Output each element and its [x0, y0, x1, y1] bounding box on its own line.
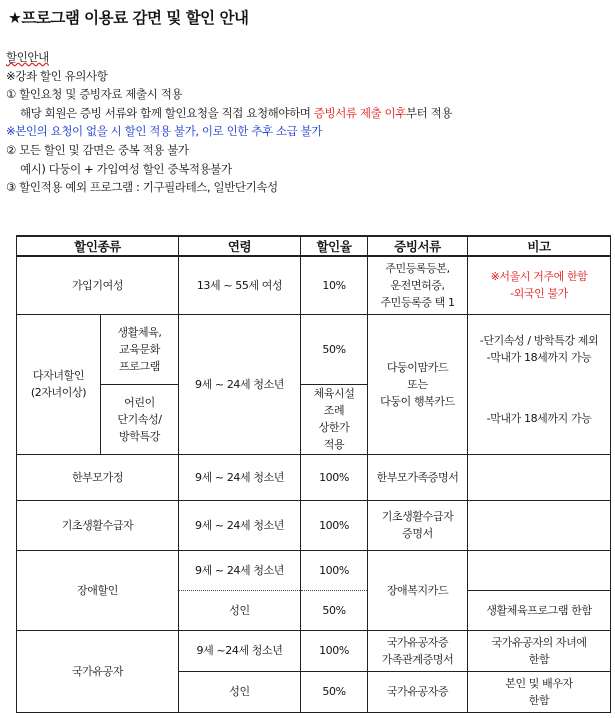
- cell-rate: [301, 384, 368, 454]
- cell-age: 9세 ~ 24세 청소년: [179, 454, 301, 500]
- table-row: [17, 550, 611, 590]
- discount-notes: [6, 48, 611, 197]
- cell-type: 한부모가정: [17, 454, 179, 500]
- cell-note: [468, 671, 611, 712]
- notes-heading: 할인안내: [6, 50, 49, 64]
- header-docs: 증빙서류: [368, 236, 468, 256]
- cell-rate: 100%: [301, 454, 368, 500]
- note-item-2-detail: 예시) 다둥이 + 가입여성 할인 중복적용불가: [20, 161, 232, 176]
- cell-note: [468, 500, 611, 550]
- note-item-1-detail-pre: 해당 회원은 증빙 서류와 함께 할인요청을 직접 요청해야하며: [20, 105, 314, 120]
- cell-note: -막내가 18세까지 가능: [468, 384, 611, 454]
- note-item-2: ② 모든 할인 및 감면은 중복 적용 불가: [6, 142, 189, 157]
- cell-type: 가입기여성: [17, 256, 179, 314]
- cell-type: 장애할인: [17, 550, 179, 630]
- docs-line: 가족관계증명서: [381, 652, 454, 666]
- cell-note: [468, 550, 611, 590]
- cell-docs: [368, 500, 468, 550]
- note-line: 국가유공자의 자녀에: [491, 635, 587, 649]
- cell-docs: 한부모가족증명서: [368, 454, 468, 500]
- cell-docs: 장애복지카드: [368, 550, 468, 630]
- cell-type: [17, 314, 101, 454]
- table-header-row: [17, 236, 611, 256]
- note-line: 한함: [528, 693, 550, 707]
- docs-line: 다둥이맘카드: [386, 360, 449, 374]
- cell-age: 9세 ~ 24세 청소년: [179, 314, 301, 454]
- cell-subtype: [101, 384, 179, 454]
- cell-rate: 50%: [301, 590, 368, 630]
- cell-rate: 100%: [301, 550, 368, 590]
- cell-age: 9세 ~ 24세 청소년: [179, 500, 301, 550]
- cell-rate: 10%: [301, 256, 368, 314]
- header-type: 할인종류: [17, 236, 179, 256]
- header-rate: 할인율: [301, 236, 368, 256]
- cell-note: [468, 314, 611, 384]
- cell-rate: 50%: [301, 671, 368, 712]
- docs-line: 주민등록증 택 1: [380, 295, 455, 309]
- note-line: 본인 및 배우자: [505, 676, 573, 690]
- docs-line: 다둥이 행복카드: [380, 394, 455, 408]
- discount-table: [16, 235, 611, 713]
- note-line: -막내가 18세까지 가능: [486, 351, 592, 365]
- cell-docs: [368, 314, 468, 454]
- note-line: -단기속성 / 방학특강 제외: [479, 334, 599, 348]
- blue-note: ※본인의 요청이 없을 시 할인 적용 불가, 이로 인한 추후 소급 불가: [6, 124, 323, 139]
- rate-line: 조례: [323, 404, 345, 417]
- cell-docs: [368, 630, 468, 671]
- cell-type: 국가유공자: [17, 630, 179, 712]
- cell-note: [468, 454, 611, 500]
- cell-rate: 50%: [301, 314, 368, 384]
- note-item-1-detail: [6, 104, 611, 123]
- subtype-line: 단기속성/: [117, 412, 162, 426]
- note-item-1-detail-red: 증빙서류 제출 이후: [313, 105, 406, 120]
- cell-note: 생활체육프로그램 한함: [468, 590, 611, 630]
- note-item-1: ① 할인요청 및 증빙자료 제출시 적용: [6, 87, 183, 102]
- table-row: [17, 454, 611, 500]
- page-title: ★프로그램 이용료 감면 및 할인 안내: [8, 9, 249, 27]
- subtype-line: 방학특강: [119, 429, 160, 443]
- type-line: (2자녀이상): [30, 386, 87, 399]
- cell-note: [468, 630, 611, 671]
- cell-age: 13세 ~ 55세 여성: [179, 256, 301, 314]
- cell-age: 성인: [179, 590, 301, 630]
- header-age: 연령: [179, 236, 301, 256]
- table-row: [17, 384, 611, 454]
- table-row: [17, 314, 611, 384]
- cell-rate: 100%: [301, 500, 368, 550]
- rate-line: 상한가: [318, 421, 350, 434]
- cell-age: 9세 ~24세 청소년: [179, 630, 301, 671]
- subtype-line: 교육문화: [119, 342, 160, 356]
- caution-title: ※강좌 할인 유의사항: [6, 68, 108, 83]
- rate-line: 체육시설: [313, 387, 355, 400]
- cell-age: 9세 ~ 24세 청소년: [179, 550, 301, 590]
- docs-line: 또는: [407, 377, 428, 391]
- table-row: [17, 256, 611, 314]
- note-line: ※서울시 거주에 한함: [490, 270, 588, 284]
- rate-line: 적용: [323, 438, 345, 451]
- table-row: [17, 630, 611, 671]
- cell-type: 기초생활수급자: [17, 500, 179, 550]
- subtype-line: 프로그램: [119, 359, 160, 373]
- header-note: 비고: [468, 236, 611, 256]
- note-line: -외국인 불가: [510, 287, 568, 301]
- docs-line: 증명서: [402, 527, 433, 540]
- docs-line: 기초생활수급자: [381, 510, 454, 523]
- note-item-3: ③ 할인적용 예외 프로그램 : 기구필라테스, 일반단기속성: [6, 180, 278, 195]
- cell-rate: 100%: [301, 630, 368, 671]
- docs-line: 주민등록등본,: [385, 261, 450, 275]
- cell-docs: 국가유공자증: [368, 671, 468, 712]
- cell-note: [468, 256, 611, 314]
- subtype-line: 생활체육,: [117, 325, 162, 339]
- subtype-line: 어린이: [124, 395, 155, 409]
- docs-line: 운전면허증,: [390, 278, 445, 292]
- docs-line: 국가유공자증: [386, 635, 449, 649]
- cell-subtype: [101, 314, 179, 384]
- note-line: 한함: [528, 652, 550, 666]
- note-item-1-detail-post: 부터 적용: [405, 105, 453, 120]
- cell-age: 성인: [179, 671, 301, 712]
- type-line: 다자녀할인: [32, 369, 85, 382]
- table-row: [17, 500, 611, 550]
- cell-docs: [368, 256, 468, 314]
